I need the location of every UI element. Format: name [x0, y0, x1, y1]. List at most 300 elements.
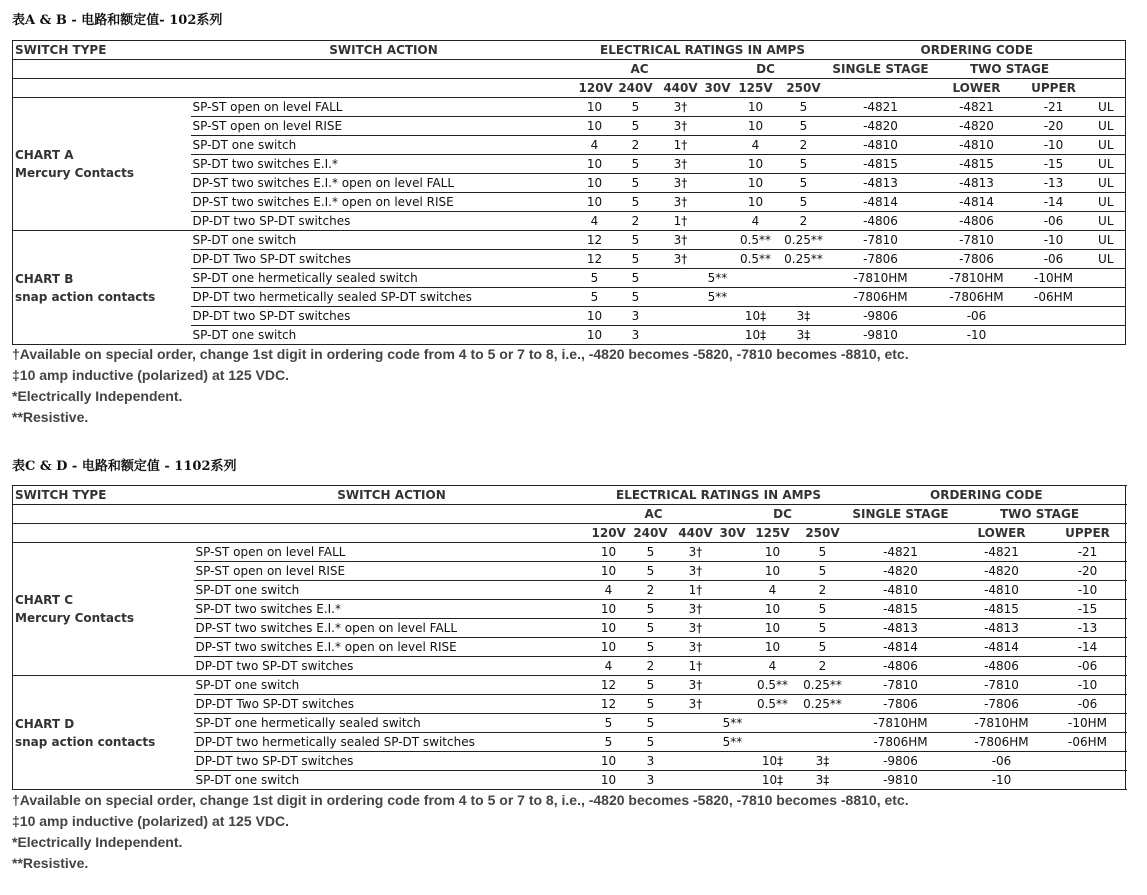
ac-120v-cell: 12 — [577, 250, 613, 269]
ac-440v-cell: 1† — [659, 212, 703, 231]
switch-action-cell: SP-ST open on level FALL — [194, 543, 590, 562]
single-stage-code-cell: -4813 — [829, 174, 933, 193]
switch-action-cell: SP-DT one switch — [191, 231, 577, 250]
two-stage-lower-cell: -06 — [954, 752, 1050, 771]
dc-125v-cell: 4 — [748, 581, 798, 600]
two-stage-lower-cell: -7810HM — [954, 714, 1050, 733]
section-title: 表C & D - 电路和额定值 - 1102系列 — [12, 459, 237, 474]
ac-240v-cell: 3 — [628, 771, 674, 790]
ac-240v-cell: 5 — [613, 117, 659, 136]
two-stage-upper-cell: -14 — [1050, 638, 1126, 657]
two-stage-upper-cell — [1050, 752, 1126, 771]
electrical-ratings-header: ELECTRICAL RATINGS IN AMPS — [590, 486, 848, 505]
switch-action-cell: SP-DT one switch — [194, 581, 590, 600]
dc-30v-cell — [703, 117, 733, 136]
dc-125v-cell — [733, 269, 779, 288]
contact-type: Mercury Contacts — [15, 166, 134, 180]
dc-125v-cell: 10 — [748, 562, 798, 581]
chart-name: CHART B — [15, 271, 74, 286]
dc-30v-cell — [718, 619, 748, 638]
ac-120v-cell: 4 — [590, 657, 628, 676]
switch-action-cell: DP-ST two switches E.I.* open on level FALL — [191, 174, 577, 193]
two-stage-upper-cell: -15 — [1050, 600, 1126, 619]
two-stage-upper-cell: -06HM — [1021, 288, 1087, 307]
approval-cell — [1087, 269, 1126, 288]
contact-type: snap action contacts — [15, 289, 156, 304]
lower-header: LOWER — [933, 79, 1021, 98]
ac-440v-cell — [674, 752, 718, 771]
chart-name: CHART C — [15, 593, 74, 607]
approval-cell: UL — [1087, 250, 1126, 269]
ac-120v-cell: 4 — [577, 212, 613, 231]
dc-125v-cell: 0.5** — [748, 676, 798, 695]
ac-120v-cell: 10 — [590, 600, 628, 619]
switch-action-cell: SP-DT one hermetically sealed switch — [191, 269, 577, 288]
dc-30v-cell — [703, 193, 733, 212]
switch-action-cell: SP-DT one hermetically sealed switch — [194, 714, 590, 733]
v250-header: 250V — [779, 79, 829, 98]
switch-action-cell: DP-DT two SP-DT switches — [191, 212, 577, 231]
two-stage-upper-cell: -14 — [1021, 193, 1087, 212]
two-stage-lower-cell: -7806HM — [933, 288, 1021, 307]
approval-cell: UL — [1087, 212, 1126, 231]
switch-action-cell: DP-DT two hermetically sealed SP-DT switches — [191, 288, 577, 307]
ac-120v-cell: 10 — [590, 638, 628, 657]
single-stage-code-cell: -4820 — [829, 117, 933, 136]
single-stage-code-cell: -7810 — [848, 676, 954, 695]
dc-30v-cell — [703, 98, 733, 117]
footnote-dagger: †Available on special order, change 1st digit in ordering code from 4 to 5 or 7 to 8, i.e., -4820 becomes -5820, -7810 becomes -8810, etc. — [12, 792, 909, 808]
ac-440v-cell: 3† — [659, 98, 703, 117]
ac-240v-cell: 3 — [613, 326, 659, 345]
dc-250v-cell: 5 — [798, 638, 848, 657]
v440-header: 440V — [659, 79, 703, 98]
switch-action-cell: SP-ST open on level FALL — [191, 98, 577, 117]
ratings-table — [12, 40, 1126, 345]
dc-250v-cell — [779, 288, 829, 307]
switch-action-cell: SP-DT one switch — [194, 771, 590, 790]
dc-30v-cell — [718, 562, 748, 581]
dc-250v-cell: 2 — [798, 581, 848, 600]
dc-30v-cell — [718, 695, 748, 714]
dc-30v-cell — [718, 543, 748, 562]
dc-125v-cell: 10 — [748, 619, 798, 638]
ac-120v-cell: 12 — [577, 231, 613, 250]
dc-250v-cell: 3‡ — [798, 752, 848, 771]
ac-120v-cell: 4 — [577, 136, 613, 155]
two-stage-upper-cell: -20 — [1050, 562, 1126, 581]
two-stage-lower-cell: -4806 — [933, 212, 1021, 231]
dc-125v-cell: 10 — [733, 193, 779, 212]
ac-440v-cell: 3† — [659, 250, 703, 269]
dc-30v-cell — [718, 676, 748, 695]
ac-240v-cell: 5 — [628, 733, 674, 752]
footnote-dagger: †Available on special order, change 1st digit in ordering code from 4 to 5 or 7 to 8, i.e., -4820 becomes -5820, -7810 becomes -8810, etc. — [12, 346, 909, 362]
v30-header: 30V — [718, 524, 748, 543]
dc-250v-cell: 2 — [798, 657, 848, 676]
ac-240v-cell: 2 — [613, 212, 659, 231]
footnotes — [12, 790, 909, 874]
ac-440v-cell: 3† — [674, 600, 718, 619]
header-row-2 — [13, 505, 1126, 524]
approval-cell: UL — [1087, 117, 1126, 136]
two-stage-lower-cell: -4806 — [954, 657, 1050, 676]
ac-240v-cell: 5 — [628, 714, 674, 733]
single-stage-code-cell: -4815 — [829, 155, 933, 174]
dc-125v-cell — [748, 714, 798, 733]
approval-cell — [1087, 288, 1126, 307]
ac-120v-cell: 5 — [590, 714, 628, 733]
ac-240v-cell: 5 — [613, 269, 659, 288]
ac-440v-cell: 3† — [674, 638, 718, 657]
approval-cell: UL — [1087, 155, 1126, 174]
ac-240v-cell: 5 — [613, 250, 659, 269]
two-stage-upper-cell — [1050, 771, 1126, 790]
ac-440v-cell: 3† — [659, 117, 703, 136]
two-stage-header: TWO STAGE — [933, 60, 1087, 79]
table-body — [13, 486, 1126, 790]
upper-header: UPPER — [1021, 79, 1087, 98]
ac-440v-cell — [659, 307, 703, 326]
footnote-double-asterisk: **Resistive. — [12, 855, 89, 871]
switch-action-cell: DP-DT two hermetically sealed SP-DT switches — [194, 733, 590, 752]
dc-30v-cell: 5** — [718, 733, 748, 752]
dc-125v-cell: 4 — [733, 212, 779, 231]
two-stage-lower-cell: -06 — [933, 307, 1021, 326]
two-stage-upper-cell: -06 — [1050, 695, 1126, 714]
single-stage-code-cell: -7806 — [829, 250, 933, 269]
dc-125v-cell: 10 — [733, 98, 779, 117]
ac-120v-cell: 10 — [590, 752, 628, 771]
two-stage-lower-cell: -4810 — [954, 581, 1050, 600]
ac-440v-cell — [674, 771, 718, 790]
ac-240v-cell: 5 — [628, 600, 674, 619]
two-stage-upper-cell: -15 — [1021, 155, 1087, 174]
footnotes — [12, 344, 909, 428]
single-stage-code-cell: -9810 — [848, 771, 954, 790]
switch-type-cell — [13, 676, 194, 790]
switch-action-cell: DP-ST two switches E.I.* open on level RISE — [194, 638, 590, 657]
two-stage-lower-cell: -4820 — [954, 562, 1050, 581]
single-stage-code-cell: -4813 — [848, 619, 954, 638]
v30-header: 30V — [703, 79, 733, 98]
dc-30v-cell — [703, 307, 733, 326]
ac-240v-cell: 5 — [613, 231, 659, 250]
switch-action-cell: DP-DT two SP-DT switches — [191, 307, 577, 326]
single-stage-code-cell: -4806 — [848, 657, 954, 676]
two-stage-upper-cell: -13 — [1021, 174, 1087, 193]
two-stage-upper-cell: -06 — [1021, 250, 1087, 269]
single-stage-code-cell: -9806 — [829, 307, 933, 326]
ac-440v-cell: 3† — [674, 676, 718, 695]
ac-120v-cell: 10 — [590, 771, 628, 790]
dc-125v-cell: 10‡ — [748, 752, 798, 771]
ac-440v-cell: 1† — [659, 136, 703, 155]
dc-header: DC — [718, 505, 848, 524]
dc-header: DC — [703, 60, 829, 79]
ordering-code-header: ORDERING CODE — [829, 41, 1126, 60]
two-stage-upper-cell: -10 — [1050, 676, 1126, 695]
dc-30v-cell — [703, 155, 733, 174]
two-stage-lower-cell: -4814 — [933, 193, 1021, 212]
ac-120v-cell: 12 — [590, 676, 628, 695]
single-stage-code-cell: -4820 — [848, 562, 954, 581]
ac-120v-cell: 10 — [577, 193, 613, 212]
dc-125v-cell: 10 — [733, 117, 779, 136]
ac-240v-cell: 5 — [628, 619, 674, 638]
switch-action-cell: DP-ST two switches E.I.* open on level RISE — [191, 193, 577, 212]
switch-action-header: SWITCH ACTION — [191, 41, 577, 60]
dc-125v-cell: 10‡ — [733, 326, 779, 345]
approval-cell: UL — [1087, 231, 1126, 250]
single-stage-code-cell: -7806 — [848, 695, 954, 714]
ac-440v-cell: 3† — [659, 174, 703, 193]
switch-action-cell: SP-ST open on level RISE — [194, 562, 590, 581]
dc-250v-cell: 5 — [779, 98, 829, 117]
ac-120v-cell: 5 — [577, 269, 613, 288]
single-stage-code-cell: -4815 — [848, 600, 954, 619]
ac-440v-cell: 1† — [674, 581, 718, 600]
two-stage-lower-cell: -7806 — [954, 695, 1050, 714]
chart-name: CHART A — [15, 148, 74, 162]
footnote-asterisk: *Electrically Independent. — [12, 834, 183, 850]
v125-header: 125V — [733, 79, 779, 98]
dc-250v-cell: 0.25** — [779, 250, 829, 269]
two-stage-lower-cell: -4810 — [933, 136, 1021, 155]
v125-header: 125V — [748, 524, 798, 543]
ordering-code-header: ORDERING CODE — [848, 486, 1126, 505]
switch-type-cell — [13, 98, 191, 231]
upper-header: UPPER — [1050, 524, 1126, 543]
dc-250v-cell: 5 — [779, 193, 829, 212]
footnote-asterisk: *Electrically Independent. — [12, 388, 183, 404]
ac-240v-cell: 5 — [613, 98, 659, 117]
two-stage-lower-cell: -7810 — [954, 676, 1050, 695]
ac-120v-cell: 10 — [590, 543, 628, 562]
single-stage-code-cell: -4814 — [848, 638, 954, 657]
dc-250v-cell: 5 — [798, 543, 848, 562]
ac-440v-cell: 3† — [674, 695, 718, 714]
ac-240v-cell: 5 — [628, 543, 674, 562]
v240-header: 240V — [613, 79, 659, 98]
ac-240v-cell: 2 — [613, 136, 659, 155]
two-stage-lower-cell: -4820 — [933, 117, 1021, 136]
chart-name: CHART D — [15, 716, 75, 731]
dc-125v-cell: 10 — [748, 638, 798, 657]
dc-125v-cell: 0.5** — [733, 231, 779, 250]
switch-type-header: SWITCH TYPE — [13, 41, 191, 60]
table-row — [13, 231, 1126, 250]
single-stage-code-cell: -7806HM — [848, 733, 954, 752]
dc-30v-cell — [718, 581, 748, 600]
electrical-ratings-header: ELECTRICAL RATINGS IN AMPS — [577, 41, 829, 60]
ac-440v-cell: 3† — [659, 231, 703, 250]
ac-440v-cell: 3† — [674, 562, 718, 581]
lower-header: LOWER — [954, 524, 1050, 543]
footnote-double-asterisk: **Resistive. — [12, 409, 89, 425]
ac-240v-cell: 2 — [628, 657, 674, 676]
contact-type: snap action contacts — [15, 734, 156, 749]
header-row-3 — [13, 79, 1126, 98]
v120-header: 120V — [590, 524, 628, 543]
single-stage-code-cell: -9806 — [848, 752, 954, 771]
two-stage-upper-cell — [1021, 326, 1087, 345]
approval-cell: UL — [1087, 193, 1126, 212]
ac-440v-cell — [674, 733, 718, 752]
dc-250v-cell: 3‡ — [779, 326, 829, 345]
switch-action-header: SWITCH ACTION — [194, 486, 590, 505]
two-stage-lower-cell: -7806HM — [954, 733, 1050, 752]
two-stage-upper-cell: -21 — [1021, 98, 1087, 117]
ac-120v-cell: 12 — [590, 695, 628, 714]
two-stage-upper-cell: -10HM — [1021, 269, 1087, 288]
dc-250v-cell: 2 — [779, 212, 829, 231]
approval-cell — [1087, 307, 1126, 326]
approval-cell: UL — [1087, 98, 1126, 117]
ac-240v-cell: 3 — [628, 752, 674, 771]
ac-440v-cell — [674, 714, 718, 733]
switch-action-cell: SP-ST open on level RISE — [191, 117, 577, 136]
dc-250v-cell: 5 — [798, 562, 848, 581]
dc-30v-cell: 5** — [703, 288, 733, 307]
dc-125v-cell: 10 — [733, 155, 779, 174]
dc-250v-cell: 0.25** — [798, 695, 848, 714]
ac-120v-cell: 10 — [577, 117, 613, 136]
ac-120v-cell: 10 — [590, 619, 628, 638]
footnote-double-dagger: ‡10 amp inductive (polarized) at 125 VDC. — [12, 367, 289, 383]
ac-240v-cell: 5 — [613, 155, 659, 174]
ac-440v-cell: 3† — [674, 619, 718, 638]
dc-125v-cell: 10 — [748, 543, 798, 562]
ac-440v-cell: 3† — [674, 543, 718, 562]
v440-header: 440V — [674, 524, 718, 543]
two-stage-upper-cell: -10 — [1021, 231, 1087, 250]
two-stage-lower-cell: -4815 — [954, 600, 1050, 619]
table-row — [13, 543, 1126, 562]
dc-30v-cell — [703, 174, 733, 193]
ac-240v-cell: 3 — [613, 307, 659, 326]
dc-125v-cell: 0.5** — [733, 250, 779, 269]
two-stage-upper-cell: -20 — [1021, 117, 1087, 136]
approval-cell: UL — [1087, 136, 1126, 155]
ac-240v-cell: 5 — [628, 695, 674, 714]
table-body — [13, 41, 1126, 345]
ac-440v-cell: 3† — [659, 155, 703, 174]
dc-125v-cell: 10‡ — [748, 771, 798, 790]
ac-240v-cell: 5 — [613, 288, 659, 307]
ratings-table — [12, 485, 1126, 790]
dc-30v-cell — [703, 231, 733, 250]
single-stage-code-cell: -4810 — [848, 581, 954, 600]
ac-240v-cell: 5 — [613, 193, 659, 212]
ac-120v-cell: 10 — [577, 98, 613, 117]
single-stage-code-cell: -7810HM — [829, 269, 933, 288]
two-stage-upper-cell: -10 — [1021, 136, 1087, 155]
dc-30v-cell — [703, 136, 733, 155]
dc-125v-cell: 4 — [733, 136, 779, 155]
dc-30v-cell — [718, 752, 748, 771]
switch-action-cell: SP-DT one switch — [191, 326, 577, 345]
dc-250v-cell: 2 — [779, 136, 829, 155]
ac-440v-cell — [659, 288, 703, 307]
dc-125v-cell: 10 — [733, 174, 779, 193]
v240-header: 240V — [628, 524, 674, 543]
header-row-3 — [13, 524, 1126, 543]
two-stage-upper-cell: -21 — [1050, 543, 1126, 562]
contact-type: Mercury Contacts — [15, 611, 134, 625]
dc-125v-cell: 10 — [748, 600, 798, 619]
dc-250v-cell: 5 — [779, 117, 829, 136]
switch-action-cell: DP-DT Two SP-DT switches — [194, 695, 590, 714]
ac-120v-cell: 10 — [590, 562, 628, 581]
switch-type-cell — [13, 231, 191, 345]
ac-240v-cell: 5 — [628, 638, 674, 657]
dc-250v-cell — [779, 269, 829, 288]
single-stage-code-cell: -4821 — [848, 543, 954, 562]
dc-30v-cell — [718, 600, 748, 619]
dc-30v-cell — [703, 326, 733, 345]
single-stage-code-cell: -7806HM — [829, 288, 933, 307]
two-stage-upper-cell: -13 — [1050, 619, 1126, 638]
switch-action-cell: DP-DT two SP-DT switches — [194, 752, 590, 771]
approval-cell — [1087, 326, 1126, 345]
dc-30v-cell: 5** — [718, 714, 748, 733]
switch-action-cell: SP-DT two switches E.I.* — [194, 600, 590, 619]
dc-250v-cell — [798, 714, 848, 733]
two-stage-upper-cell: -10HM — [1050, 714, 1126, 733]
switch-action-cell: SP-DT one switch — [194, 676, 590, 695]
ac-440v-cell — [659, 326, 703, 345]
dc-125v-cell: 4 — [748, 657, 798, 676]
single-stage-code-cell: -4810 — [829, 136, 933, 155]
switch-action-cell: DP-DT Two SP-DT switches — [191, 250, 577, 269]
ac-240v-cell: 5 — [628, 562, 674, 581]
switch-action-cell: SP-DT one switch — [191, 136, 577, 155]
header-row-2 — [13, 60, 1126, 79]
two-stage-upper-cell — [1021, 307, 1087, 326]
header-row-1 — [13, 486, 1126, 505]
two-stage-lower-cell: -4815 — [933, 155, 1021, 174]
single-stage-code-cell: -4821 — [829, 98, 933, 117]
switch-type-header: SWITCH TYPE — [13, 486, 194, 505]
dc-250v-cell — [798, 733, 848, 752]
dc-125v-cell: 10‡ — [733, 307, 779, 326]
dc-30v-cell — [703, 250, 733, 269]
two-stage-lower-cell: -10 — [933, 326, 1021, 345]
section-title: 表A & B - 电路和额定值- 102系列 — [12, 13, 223, 28]
two-stage-lower-cell: -4814 — [954, 638, 1050, 657]
dc-250v-cell: 0.25** — [798, 676, 848, 695]
single-stage-header: SINGLE STAGE — [829, 60, 933, 79]
ac-440v-cell — [659, 269, 703, 288]
dc-30v-cell — [703, 212, 733, 231]
single-stage-header: SINGLE STAGE — [848, 505, 954, 524]
two-stage-lower-cell: -7806 — [933, 250, 1021, 269]
ac-header: AC — [577, 60, 703, 79]
dc-125v-cell — [748, 733, 798, 752]
ac-240v-cell: 5 — [613, 174, 659, 193]
two-stage-upper-cell: -06 — [1021, 212, 1087, 231]
dc-30v-cell: 5** — [703, 269, 733, 288]
single-stage-code-cell: -4814 — [829, 193, 933, 212]
single-stage-code-cell: -4806 — [829, 212, 933, 231]
dc-250v-cell: 3‡ — [779, 307, 829, 326]
ac-120v-cell: 10 — [577, 174, 613, 193]
switch-type-cell — [13, 543, 194, 676]
dc-250v-cell: 5 — [779, 174, 829, 193]
dc-250v-cell: 5 — [779, 155, 829, 174]
two-stage-upper-cell: -10 — [1050, 581, 1126, 600]
